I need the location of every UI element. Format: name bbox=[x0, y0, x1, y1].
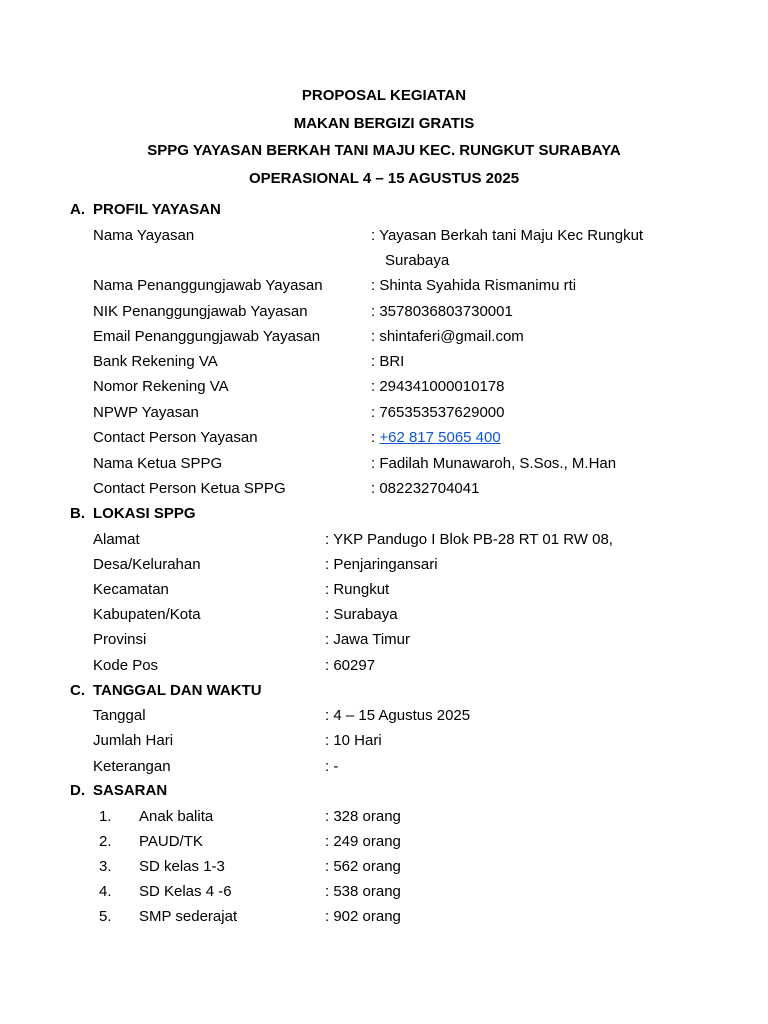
field-value: : Jawa Timur bbox=[325, 631, 411, 648]
field-label: SMP sederajat bbox=[139, 908, 238, 925]
section-letter: B. bbox=[70, 505, 85, 522]
phone-link[interactable]: +62 817 5065 400 bbox=[379, 429, 501, 446]
field-value: : 562 orang bbox=[325, 858, 401, 875]
field-label: Alamat bbox=[93, 531, 140, 548]
field-value: : 765353537629000 bbox=[371, 404, 505, 421]
field-value: : YKP Pandugo I Blok PB-28 RT 01 RW 08, bbox=[325, 531, 613, 548]
field-label: Tanggal bbox=[93, 707, 146, 724]
field-label: SD Kelas 4 -6 bbox=[139, 883, 232, 900]
field-value: : Penjaringansari bbox=[325, 556, 438, 573]
title-line-3: SPPG YAYASAN BERKAH TANI MAJU KEC. RUNGKUT SURABAYA bbox=[147, 142, 621, 159]
title-line-1: PROPOSAL KEGIATAN bbox=[301, 87, 467, 104]
field-label: Nama Ketua SPPG bbox=[93, 455, 223, 472]
section-title: LOKASI SPPG bbox=[93, 505, 196, 522]
title-line-4: OPERASIONAL 4 – 15 AGUSTUS 2025 bbox=[248, 169, 520, 187]
field-value: : 4 – 15 Agustus 2025 bbox=[325, 707, 471, 724]
section-c-heading bbox=[70, 682, 262, 699]
section-title: PROFIL YAYASAN bbox=[93, 201, 221, 218]
list-number: 3. bbox=[99, 858, 112, 875]
field-label: NIK Penanggungjawab Yayasan bbox=[93, 303, 308, 320]
section-d-heading bbox=[70, 782, 167, 799]
field-value-continuation: Surabaya bbox=[385, 252, 450, 269]
field-label: Provinsi bbox=[93, 631, 147, 648]
field-label: Email Penanggungjawab Yayasan bbox=[93, 328, 321, 345]
list-number: 2. bbox=[99, 833, 112, 850]
field-label: Kode Pos bbox=[93, 657, 159, 674]
field-value: : 082232704041 bbox=[371, 480, 480, 497]
section-a-heading bbox=[70, 201, 221, 218]
field-label: Nama Yayasan bbox=[93, 227, 195, 244]
field-label: SD kelas 1-3 bbox=[139, 858, 225, 875]
field-label: Nomor Rekening VA bbox=[93, 378, 229, 395]
field-value: : 538 orang bbox=[325, 883, 401, 900]
section-letter: C. bbox=[70, 682, 85, 699]
field-value: : - bbox=[325, 758, 339, 775]
field-value: : Shinta Syahida Rismanimu rti bbox=[371, 277, 577, 294]
field-value: : Yayasan Berkah tani Maju Kec Rungkut bbox=[371, 227, 644, 244]
list-number: 5. bbox=[99, 908, 112, 925]
field-label: Contact Person Ketua SPPG bbox=[93, 480, 286, 497]
title-line-2: MAKAN BERGIZI GRATIS bbox=[293, 114, 475, 132]
field-value: : 249 orang bbox=[325, 833, 401, 850]
field-value: : Rungkut bbox=[325, 581, 390, 598]
list-number: 4. bbox=[99, 883, 112, 900]
document-title-block bbox=[0, 86, 768, 196]
field-value: : Fadilah Munawaroh, S.Sos., M.Han bbox=[371, 455, 617, 472]
section-b-heading bbox=[70, 505, 196, 522]
field-value: : 10 Hari bbox=[325, 732, 382, 749]
field-label: NPWP Yayasan bbox=[93, 404, 199, 421]
field-value: : Surabaya bbox=[325, 606, 398, 623]
field-value: : 328 orang bbox=[325, 808, 401, 825]
field-label: Kecamatan bbox=[93, 581, 169, 598]
section-title: TANGGAL DAN WAKTU bbox=[93, 682, 262, 699]
field-value: : 60297 bbox=[325, 657, 376, 674]
field-label: Kabupaten/Kota bbox=[93, 606, 201, 623]
field-label: Anak balita bbox=[139, 808, 214, 825]
field-label: Bank Rekening VA bbox=[93, 353, 218, 370]
field-value: : shintaferi@gmail.com bbox=[371, 328, 524, 345]
field-label: PAUD/TK bbox=[139, 833, 203, 850]
field-value bbox=[371, 429, 501, 446]
field-label: Keterangan bbox=[93, 758, 171, 775]
field-value: : 294341000010178 bbox=[371, 378, 505, 395]
list-number: 1. bbox=[99, 808, 112, 825]
section-letter: D. bbox=[70, 782, 85, 799]
section-title: SASARAN bbox=[93, 782, 168, 799]
value-prefix: : bbox=[371, 429, 380, 446]
field-label: Desa/Kelurahan bbox=[93, 556, 201, 573]
field-value: : 3578036803730001 bbox=[371, 303, 513, 320]
field-value: : BRI bbox=[371, 353, 405, 370]
field-label: Jumlah Hari bbox=[93, 732, 174, 749]
field-value: : 902 orang bbox=[325, 908, 401, 925]
field-label: Nama Penanggungjawab Yayasan bbox=[93, 277, 323, 294]
field-label: Contact Person Yayasan bbox=[93, 429, 258, 446]
section-letter: A. bbox=[70, 201, 85, 218]
